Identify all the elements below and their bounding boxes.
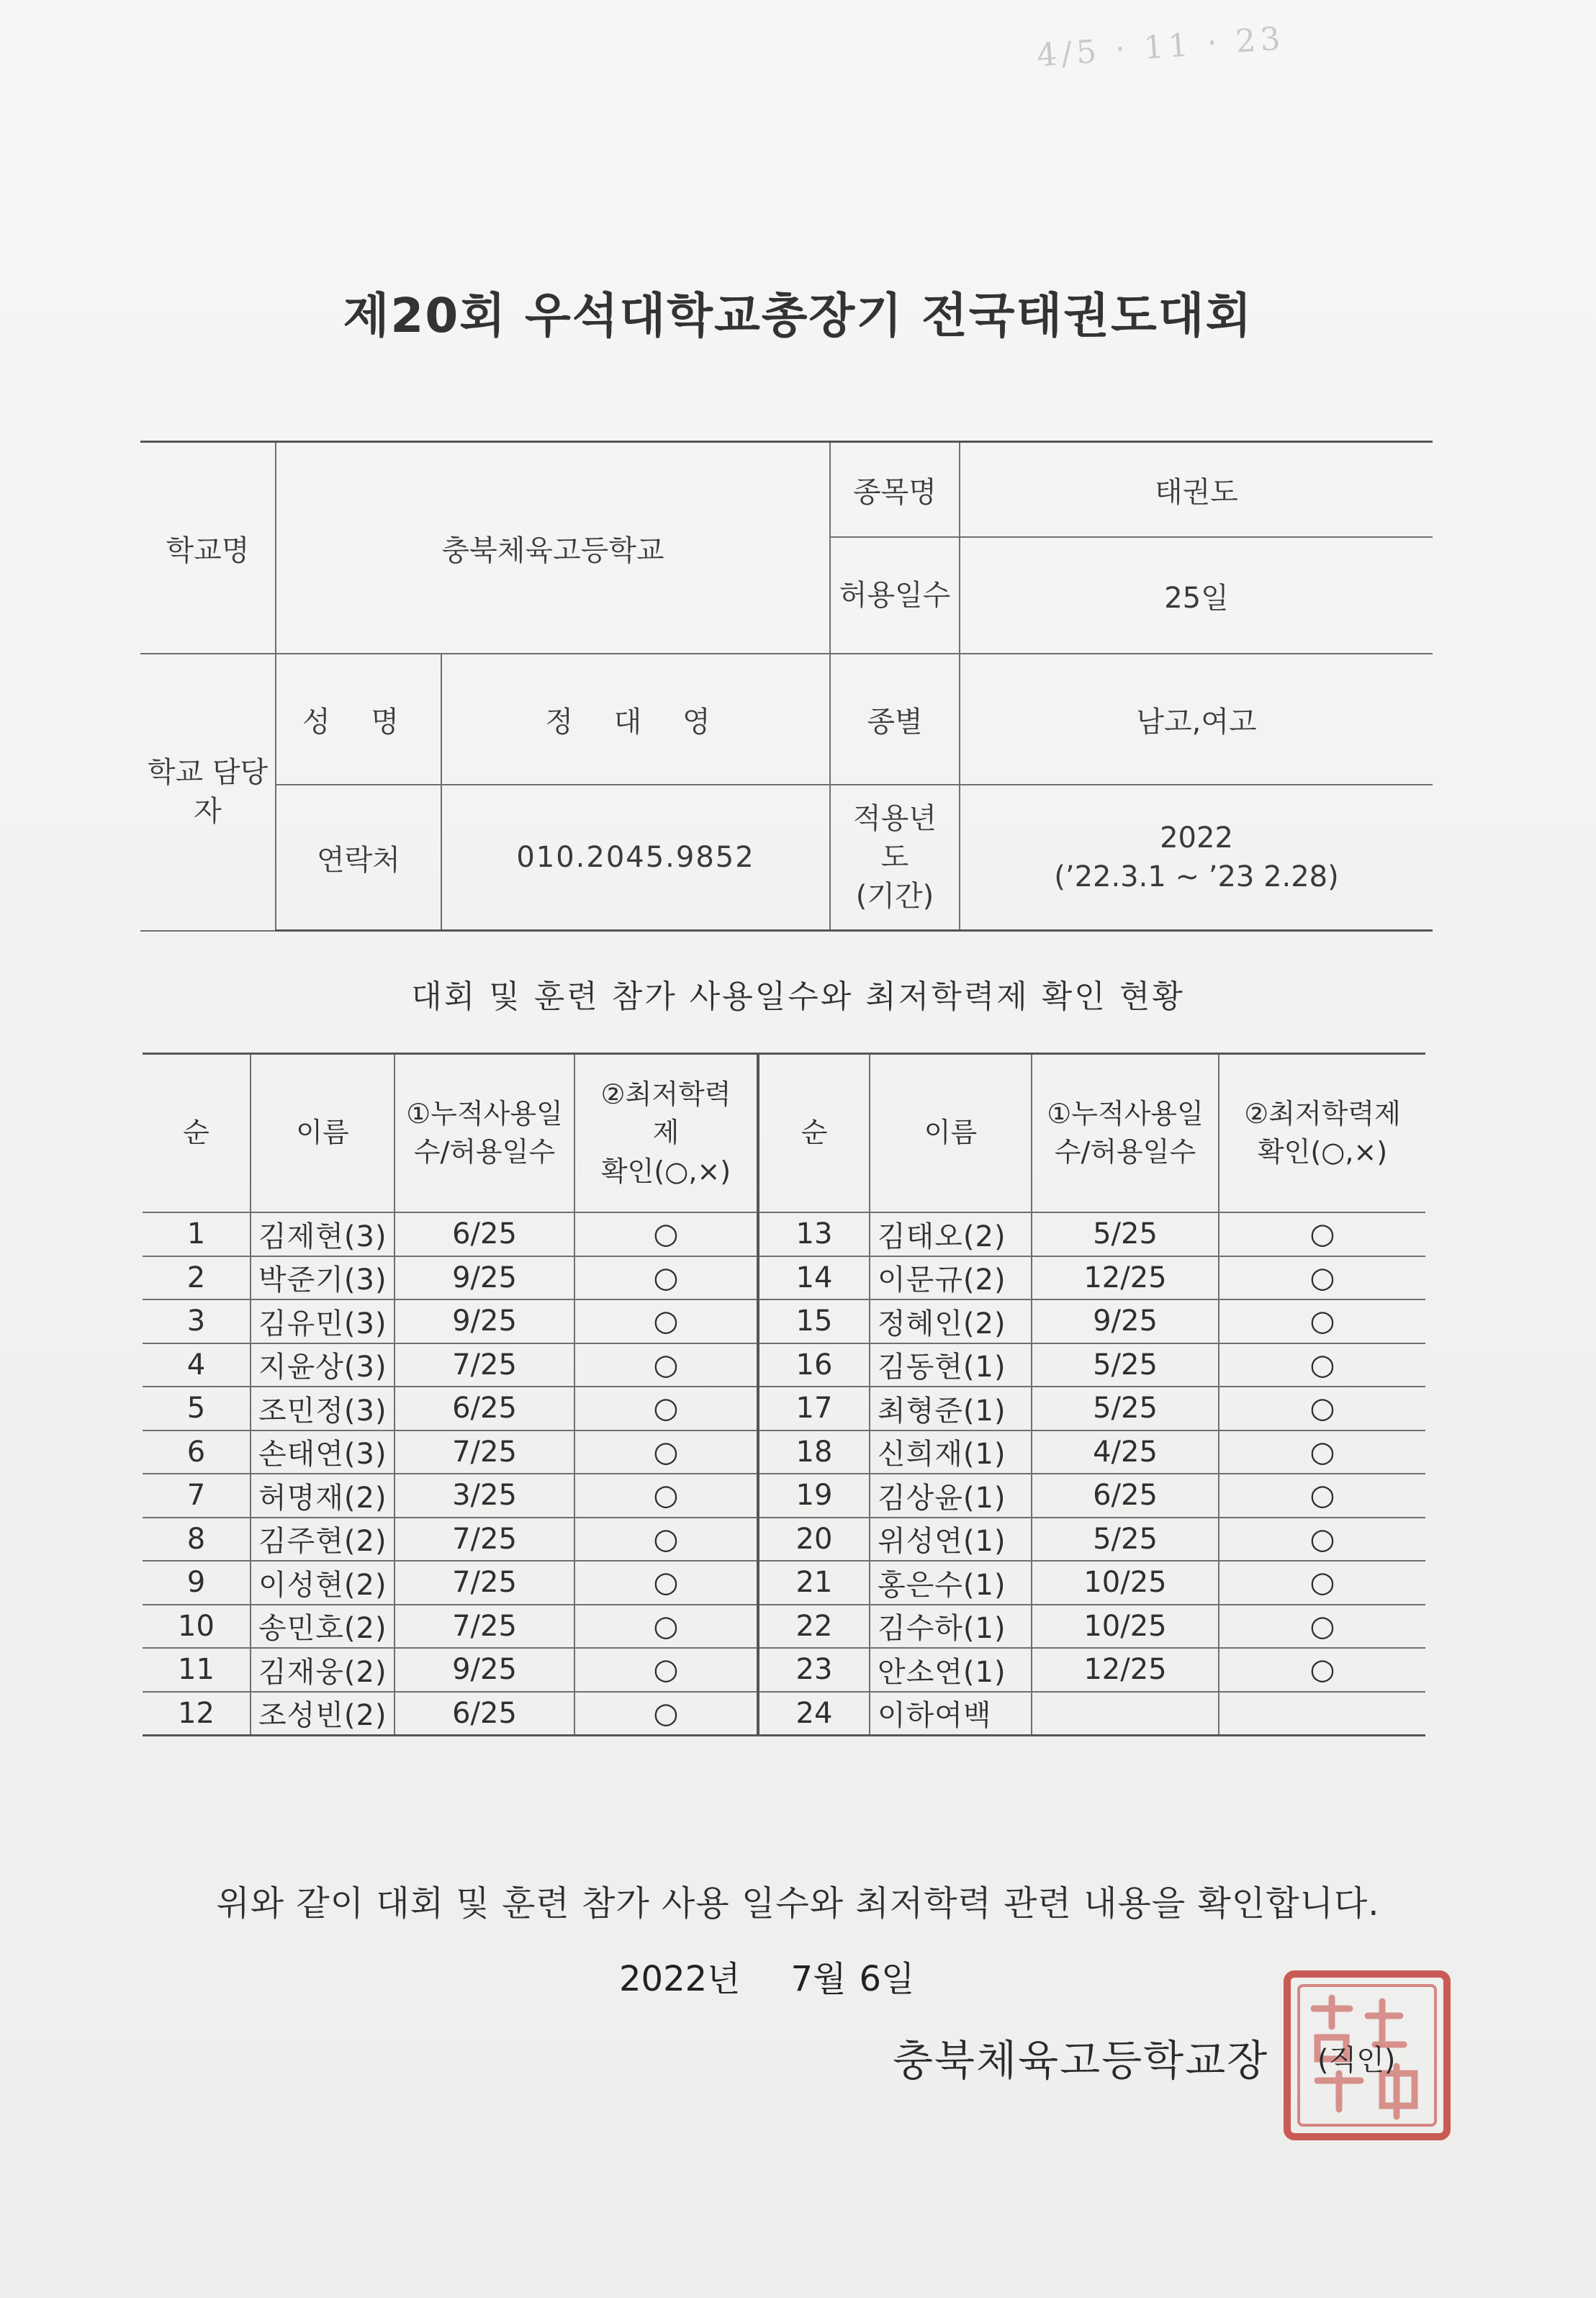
header-check-right-line-1: ②최저학력제: [1244, 1097, 1401, 1130]
left-row-check: ○: [574, 1692, 758, 1736]
table-row: [143, 1343, 1425, 1387]
left-row-no: 1: [143, 1212, 251, 1256]
header-name-right: 이름: [870, 1054, 1032, 1213]
table-body: [143, 1212, 1425, 1736]
date-year: 2022년: [619, 1959, 741, 1999]
name-label: 성 명: [276, 654, 441, 785]
right-row-check: ○: [1219, 1474, 1425, 1518]
left-row-no: 10: [143, 1605, 251, 1649]
left-row-no: 8: [143, 1518, 251, 1562]
left-row-check: ○: [574, 1648, 758, 1692]
right-row-days: [1032, 1692, 1219, 1736]
year-label-line-2: 도: [880, 841, 909, 874]
right-row-name: 김태오(2): [870, 1212, 1032, 1256]
year-label: [830, 785, 960, 931]
allowed-value: 25일: [960, 537, 1433, 654]
right-row-days: 10/25: [1032, 1605, 1219, 1649]
document-title: 제20회 우석대학교총장기 전국태권도대회: [343, 288, 1253, 343]
right-row-name: 홍은수(1): [870, 1561, 1032, 1605]
left-row-days: 7/25: [395, 1561, 574, 1605]
right-row-name: 이문규(2): [870, 1256, 1032, 1300]
right-row-check: [1219, 1692, 1425, 1736]
left-row-no: 2: [143, 1256, 251, 1300]
right-row-no: 19: [758, 1474, 870, 1518]
right-row-name: 신희재(1): [870, 1430, 1032, 1474]
confirmation-statement: 위와 같이 대회 및 훈련 참가 사용 일수와 최저학력 관련 내용을 확인합니다.: [216, 1883, 1380, 1924]
left-row-check: ○: [574, 1518, 758, 1562]
left-row-days: 7/25: [395, 1343, 574, 1387]
table-row: [143, 1212, 1425, 1256]
right-row-no: 24: [758, 1692, 870, 1736]
year-label-line-3: (기간): [855, 880, 934, 913]
left-row-days: 3/25: [395, 1474, 574, 1518]
right-row-no: 16: [758, 1343, 870, 1387]
right-row-no: 14: [758, 1256, 870, 1300]
right-row-no: 18: [758, 1430, 870, 1474]
left-row-check: ○: [574, 1561, 758, 1605]
right-row-no: 21: [758, 1561, 870, 1605]
school-value: 충북체육고등학교: [276, 442, 830, 654]
right-row-days: 12/25: [1032, 1256, 1219, 1300]
right-row-check: ○: [1219, 1212, 1425, 1256]
left-row-days: 9/25: [395, 1648, 574, 1692]
event-value: 태권도: [960, 442, 1433, 538]
pencil-note: 4/5 ‧ 11 ‧ 23: [1035, 20, 1286, 74]
left-row-check: ○: [574, 1605, 758, 1649]
year-label-line-1: 적용년: [853, 802, 937, 835]
left-row-no: 11: [143, 1648, 251, 1692]
header-check-right-line-2: 확인(○,×): [1257, 1136, 1388, 1168]
left-row-days: 7/25: [395, 1518, 574, 1562]
right-row-check: ○: [1219, 1518, 1425, 1562]
left-row-name: 송민호(2): [251, 1605, 395, 1649]
header-days-right-line-2: 수/허용일수: [1054, 1136, 1196, 1168]
signer-title: 충북체육고등학교장: [893, 2036, 1269, 2085]
right-row-name: 안소연(1): [870, 1648, 1032, 1692]
left-row-no: 6: [143, 1430, 251, 1474]
table-row: [143, 1299, 1425, 1343]
manager-label: 학교 담당자: [140, 654, 276, 931]
left-row-no: 12: [143, 1692, 251, 1736]
left-row-name: 김제현(3): [251, 1212, 395, 1256]
right-row-check: ○: [1219, 1387, 1425, 1430]
table-row: [143, 1518, 1425, 1562]
table-subtitle: 대회 및 훈련 참가 사용일수와 최저학력제 확인 현황: [411, 978, 1185, 1015]
table-row: [143, 1387, 1425, 1430]
left-row-no: 3: [143, 1299, 251, 1343]
date-month: 7월: [790, 1959, 847, 1999]
table-row: [143, 1561, 1425, 1605]
right-row-days: 5/25: [1032, 1343, 1219, 1387]
name-value: 정 대 영: [441, 654, 830, 785]
right-row-check: ○: [1219, 1256, 1425, 1300]
right-row-no: 20: [758, 1518, 870, 1562]
header-check-left-line-2: 제: [652, 1117, 680, 1149]
table-row: [143, 1605, 1425, 1649]
header-check-left: [574, 1054, 758, 1213]
right-row-check: ○: [1219, 1430, 1425, 1474]
left-row-no: 9: [143, 1561, 251, 1605]
left-row-days: 7/25: [395, 1605, 574, 1649]
right-row-check: ○: [1219, 1299, 1425, 1343]
left-row-name: 지윤상(3): [251, 1343, 395, 1387]
right-row-no: 22: [758, 1605, 870, 1649]
left-row-check: ○: [574, 1256, 758, 1300]
left-row-check: ○: [574, 1474, 758, 1518]
left-row-days: 6/25: [395, 1692, 574, 1736]
left-row-days: 7/25: [395, 1430, 574, 1474]
right-row-name: 최형준(1): [870, 1387, 1032, 1430]
contact-label: 연락처: [276, 785, 441, 931]
right-row-days: 9/25: [1032, 1299, 1219, 1343]
event-label: 종목명: [830, 442, 960, 538]
header-check-left-line-3: 확인(○,×): [600, 1155, 731, 1187]
left-row-name: 조민정(3): [251, 1387, 395, 1430]
year-period: (’22.3.1 ~ ’23 2.28): [1054, 860, 1339, 893]
table-row: [143, 1648, 1425, 1692]
left-row-no: 4: [143, 1343, 251, 1387]
left-row-name: 조성빈(2): [251, 1692, 395, 1736]
left-row-name: 허명재(2): [251, 1474, 395, 1518]
header-no-right: 순: [758, 1054, 870, 1213]
left-row-check: ○: [574, 1387, 758, 1430]
school-label: 학교명: [140, 442, 276, 654]
left-row-no: 5: [143, 1387, 251, 1430]
right-row-check: ○: [1219, 1648, 1425, 1692]
left-row-days: 6/25: [395, 1212, 574, 1256]
left-row-name: 김재웅(2): [251, 1648, 395, 1692]
right-row-days: 5/25: [1032, 1387, 1219, 1430]
right-row-name: 이하여백: [870, 1692, 1032, 1736]
right-row-days: 10/25: [1032, 1561, 1219, 1605]
right-row-name: 김상윤(1): [870, 1474, 1032, 1518]
seal-label: (직인): [1317, 2044, 1396, 2077]
right-row-days: 5/25: [1032, 1518, 1219, 1562]
header-days-right-line-1: ①누적사용일: [1047, 1097, 1204, 1130]
contact-value: 010.2045.9852: [441, 785, 830, 931]
right-row-name: 위성연(1): [870, 1518, 1032, 1562]
header-name-left: 이름: [251, 1054, 395, 1213]
table-row: [143, 1692, 1425, 1736]
right-row-name: 김동현(1): [870, 1343, 1032, 1387]
left-row-name: 박준기(3): [251, 1256, 395, 1300]
header-days-left-line-1: ①누적사용일: [406, 1097, 563, 1130]
left-row-days: 9/25: [395, 1256, 574, 1300]
table-row: [143, 1474, 1425, 1518]
header-no-left: 순: [143, 1054, 251, 1213]
right-row-name: 정혜인(2): [870, 1299, 1032, 1343]
date-day: 6일: [859, 1959, 915, 1999]
left-row-check: ○: [574, 1299, 758, 1343]
category-value: 남고,여고: [960, 654, 1433, 785]
right-row-no: 17: [758, 1387, 870, 1430]
right-row-check: ○: [1219, 1343, 1425, 1387]
left-row-name: 김유민(3): [251, 1299, 395, 1343]
right-row-check: ○: [1219, 1561, 1425, 1605]
left-row-check: ○: [574, 1343, 758, 1387]
document-date: [619, 1951, 965, 2001]
left-row-name: 김주현(2): [251, 1518, 395, 1562]
left-row-days: 9/25: [395, 1299, 574, 1343]
right-row-days: 6/25: [1032, 1474, 1219, 1518]
header-check-left-line-1: ②최저학력: [600, 1078, 731, 1111]
right-row-no: 15: [758, 1299, 870, 1343]
left-row-no: 7: [143, 1474, 251, 1518]
table-row: [143, 1430, 1425, 1474]
right-row-days: 5/25: [1032, 1212, 1219, 1256]
participation-table: [143, 1053, 1425, 1736]
right-row-no: 23: [758, 1648, 870, 1692]
right-row-no: 13: [758, 1212, 870, 1256]
header-days-left: [395, 1054, 574, 1213]
header-check-right: [1219, 1054, 1425, 1213]
left-row-name: 이성현(2): [251, 1561, 395, 1605]
right-row-days: 4/25: [1032, 1430, 1219, 1474]
right-row-check: ○: [1219, 1605, 1425, 1649]
right-row-days: 12/25: [1032, 1648, 1219, 1692]
header-days-right: [1032, 1054, 1219, 1213]
left-row-name: 손태연(3): [251, 1430, 395, 1474]
category-label: 종별: [830, 654, 960, 785]
header-days-left-line-2: 수/허용일수: [413, 1136, 556, 1168]
table-row: [143, 1256, 1425, 1300]
left-row-days: 6/25: [395, 1387, 574, 1430]
info-table: [140, 441, 1433, 932]
right-row-name: 김수하(1): [870, 1605, 1032, 1649]
year-value-cell: [960, 785, 1433, 931]
left-row-check: ○: [574, 1212, 758, 1256]
allowed-label: 허용일수: [830, 537, 960, 654]
left-row-check: ○: [574, 1430, 758, 1474]
year-value: 2022: [1160, 821, 1233, 855]
